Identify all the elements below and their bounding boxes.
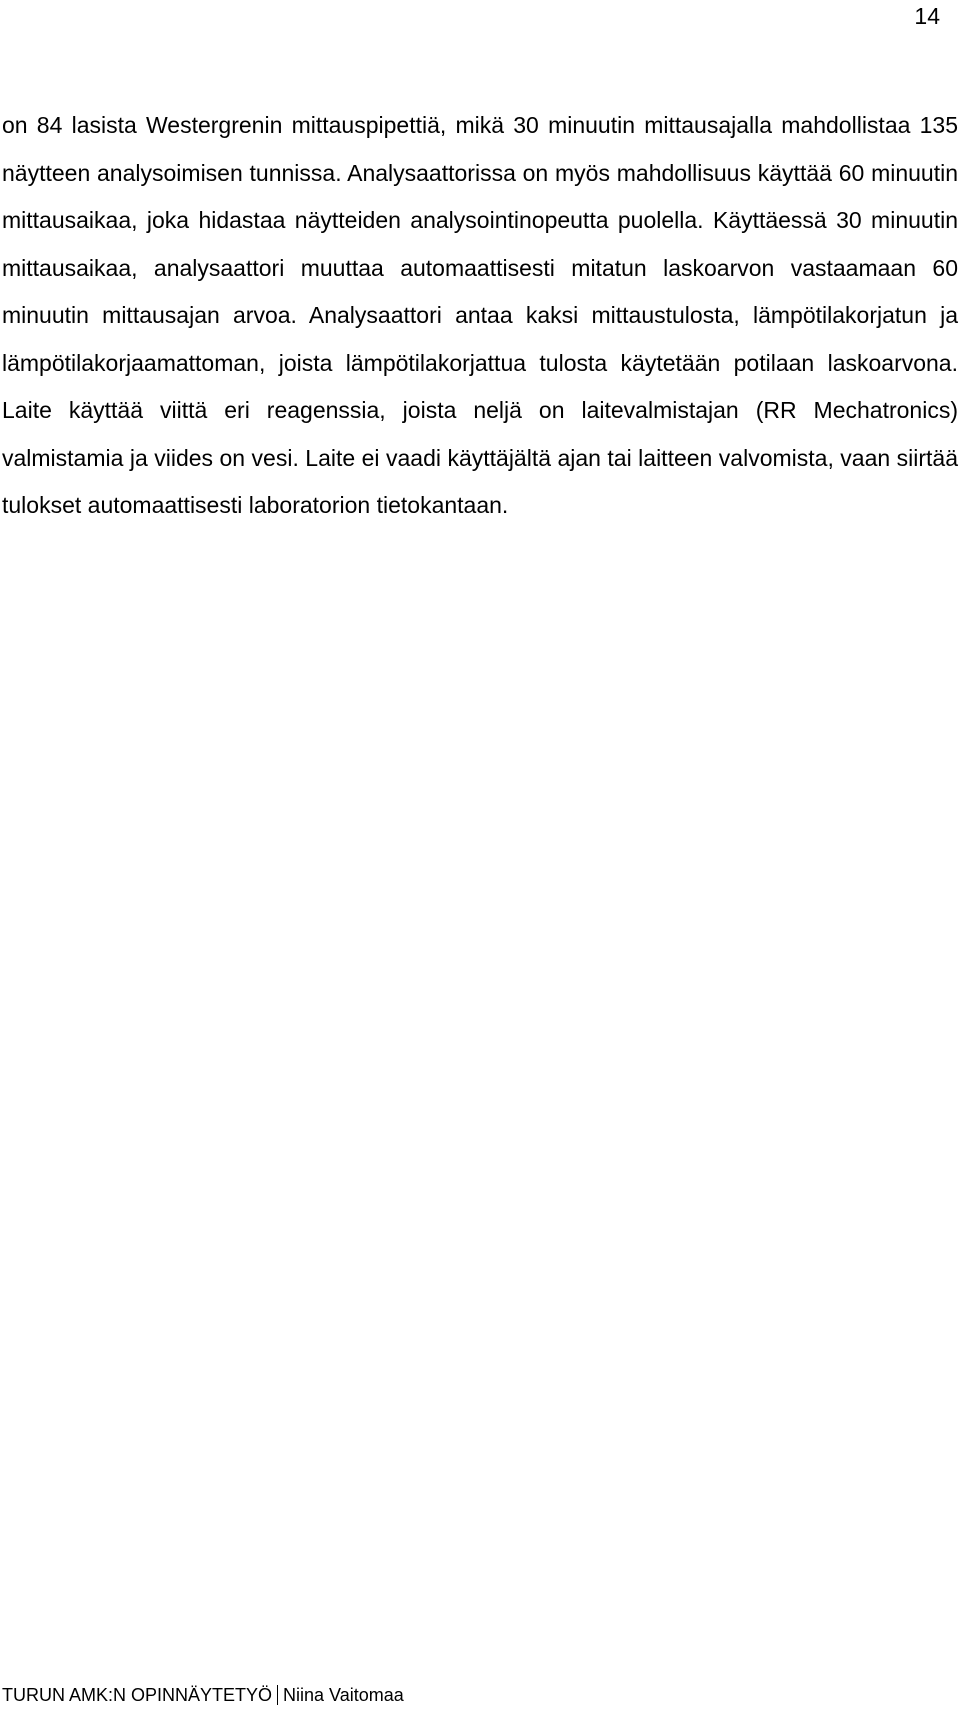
footer-publication: TURUN AMK:N OPINNÄYTETYÖ: [2, 1685, 273, 1705]
body-paragraph: on 84 lasista Westergrenin mittauspipettiä, mikä 30 minuutin mittausajalla mahdollistaa 135 näytteen analysoimisen tunnissa. Analysaattorissa on myös mahdollisuus käyttää 60 minuutin mittausaikaa, joka hidastaa näytteiden analysointinopeutta puolella. Käyttäessä 30 minuutin mittausaikaa, analysaattori muuttaa automaattisesti mitatun laskoarvon vastaamaan 60 minuutin mittausajan arvoa. Analysaattori antaa kaksi mittaustulosta, lämpötilakorjatun ja lämpötilakorjaamattoman, joista lämpötilakorjattua tulosta käytetään potilaan laskoarvona. Laite käyttää viittä eri reagenssia, joista neljä on laitevalmistajan (RR Mechatronics) valmistamia ja viides on vesi. Laite ei vaadi käyttäjältä ajan tai laitteen valvomista, vaan siirtää tulokset automaattisesti laboratorion tietokantaan.: [2, 112, 958, 518]
footer-author: Niina Vaitomaa: [283, 1685, 404, 1705]
footer-separator: [277, 1685, 278, 1705]
page-number: 14: [914, 3, 940, 29]
page-footer: [2, 1684, 404, 1706]
